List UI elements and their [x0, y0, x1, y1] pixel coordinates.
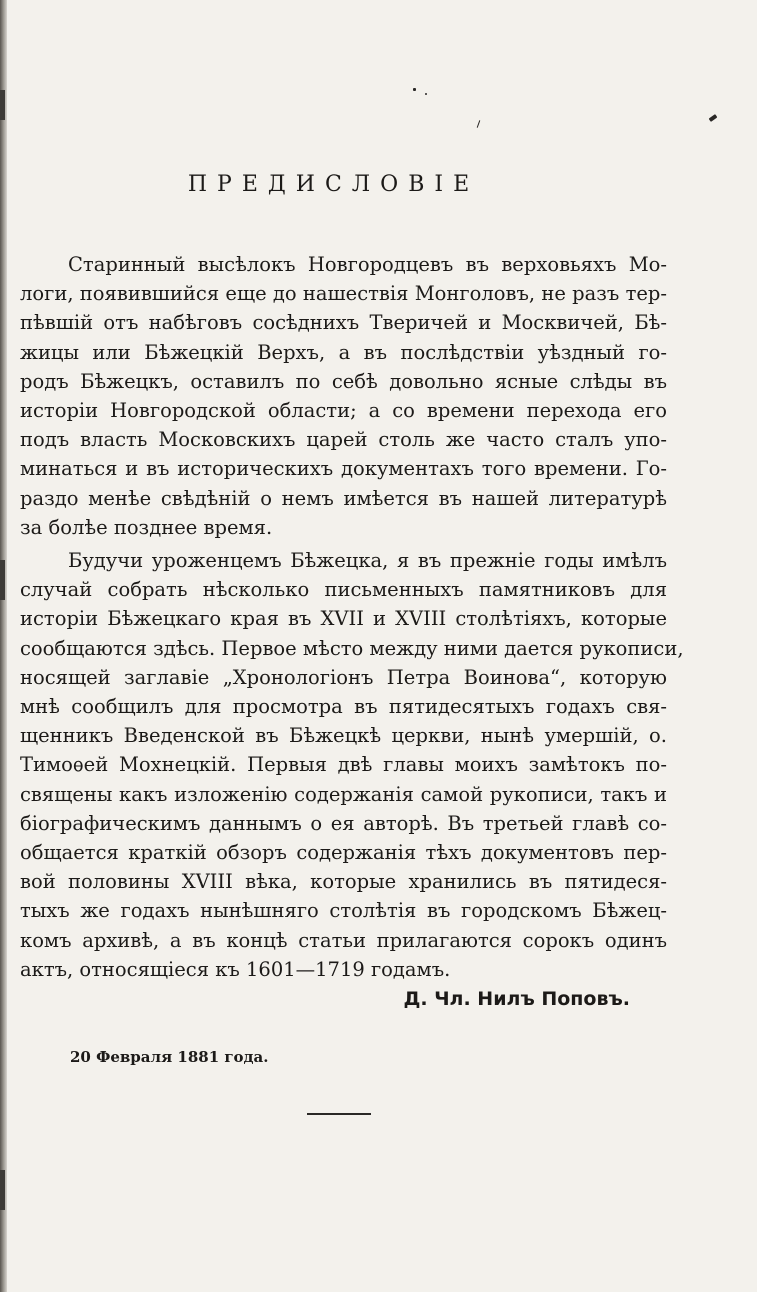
text-line: логи, появившийся еще до нашествія Монголовъ, не разъ тер- — [20, 282, 667, 306]
text-line: вой половины XVIII вѣка, которые хранились въ пятидеся- — [20, 870, 667, 894]
paragraph-1 — [20, 250, 667, 542]
text-line: случай собрать нѣсколько письменныхъ памятниковъ для — [20, 578, 667, 602]
text-line: біографическимъ даннымъ о ея авторѣ. Въ третьей главѣ со- — [20, 811, 667, 835]
text-line: родъ Бѣжецкъ, оставилъ по себѣ довольно ясные слѣды въ — [20, 369, 667, 393]
page-title: ПРЕДИСЛОВІЕ — [187, 172, 480, 197]
speck — [413, 88, 416, 91]
text-line: тыхъ же годахъ нынѣшняго столѣтія въ городскомъ Бѣжец- — [20, 899, 667, 923]
text-line: исторіи Новгородской области; а со времени перехода его — [20, 399, 667, 423]
text-line: сообщаются здѣсь. Первое мѣсто между ними дается рукописи, — [20, 636, 684, 660]
text-line: священы какъ изложенію содержанія самой рукописи, такъ и — [20, 782, 667, 806]
text-line: Будучи уроженцемъ Бѣжецка, я въ прежніе годы имѣлъ — [68, 549, 667, 572]
binding-mark — [0, 560, 5, 600]
text-line: общается краткій обзоръ содержанія тѣхъ документовъ пер- — [20, 841, 667, 865]
binding-mark — [0, 1170, 5, 1210]
speck — [477, 120, 481, 128]
text-line: щенникъ Введенской въ Бѣжецкѣ церкви, нынѣ умершій, о. — [20, 724, 667, 748]
text-line: за болѣе позднее время. — [20, 515, 273, 539]
text-line: Старинный высѣлокъ Новгородцевъ въ верховьяхъ Мо- — [68, 253, 667, 276]
speck — [425, 93, 427, 95]
text-line: жицы или Бѣжецкій Верхъ, а въ послѣдствіи уѣздный го- — [20, 340, 667, 364]
text-line: пѣвшій отъ набѣговъ сосѣднихъ Тверичей и Москвичей, Бѣ- — [20, 311, 667, 335]
text-line: исторіи Бѣжецкаго края въ XVII и XVIII столѣтіяхъ, которые — [20, 607, 667, 631]
date-line: 20 Февраля 1881 года. — [70, 1048, 269, 1066]
text-line: минаться и въ историческихъ документахъ того времени. Го- — [20, 457, 667, 481]
text-line: раздо менѣе свѣдѣній о немъ имѣется въ нашей литературѣ — [20, 486, 667, 510]
closing-rule — [307, 1113, 371, 1115]
binding-mark — [0, 90, 5, 120]
text-line: Тимоѳей Мохнецкій. Первыя двѣ главы моихъ замѣтокъ по- — [20, 753, 667, 777]
text-line: носящей заглавіе „Хронологіонъ Петра Воинова“, которую — [20, 665, 667, 689]
text-line: комъ архивѣ, а въ концѣ статьи прилагаются сорокъ одинъ — [20, 928, 667, 952]
speck — [709, 114, 718, 122]
signature: Д. Чл. Нилъ Поповъ. — [403, 988, 630, 1010]
text-line: мнѣ сообщилъ для просмотра въ пятидесятыхъ годахъ свя- — [20, 695, 667, 719]
text-line: подъ власть Московскихъ царей столь же часто сталъ упо- — [20, 428, 667, 452]
paragraph-2 — [20, 546, 684, 984]
text-line: актъ, относящіеся къ 1601—1719 годамъ. — [20, 957, 451, 981]
